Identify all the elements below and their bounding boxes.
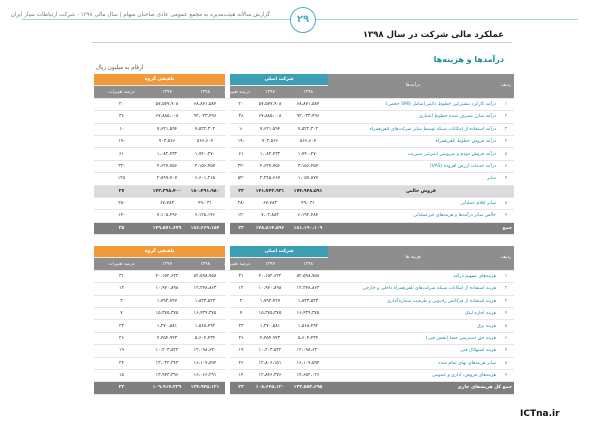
group-change: ۶۱ bbox=[94, 148, 149, 160]
col-company-change: درصد تغییرات bbox=[230, 86, 252, 98]
col-company-1398: ۱۳۹۸ bbox=[288, 86, 328, 98]
group-1397: ۱۰،۲۰۳،۵۲۲ bbox=[149, 345, 185, 357]
company-1398: ۱،۵۶۸،۴۹۲ bbox=[288, 320, 328, 332]
group-1397: ۴۰،۱۵۲،۶۲۲ bbox=[149, 270, 185, 282]
group-1397: ۷،۶۲۱،۵۹۴ bbox=[149, 123, 185, 135]
row-label: هزینه برق bbox=[328, 320, 498, 332]
section-divider bbox=[92, 42, 512, 43]
table-row bbox=[94, 123, 514, 135]
company-1397: ۴۰،۱۵۲،۶۲۲ bbox=[252, 270, 288, 282]
group-1398: ۱،۸۳۳،۵۲۳ bbox=[185, 295, 225, 307]
row-label: فروش خالص bbox=[328, 185, 514, 197]
section-title: عملکرد مالی شرکت در سال ۱۳۹۸ bbox=[362, 30, 504, 40]
col-company-1397: ۱۳۹۷ bbox=[252, 86, 288, 98]
col-consolidated-group: تلفیقی گروه bbox=[94, 246, 225, 258]
row-number: ۹ bbox=[498, 369, 514, 381]
row-label: درآمد فروش خطوط تلفن‌همراه bbox=[328, 135, 498, 147]
group-1397: ۱،۲۷۰،۵۸۱ bbox=[149, 320, 185, 332]
row-number: ۱ bbox=[498, 270, 514, 282]
group-1398: ۱۲،۲۴۸،۸۶۳ bbox=[185, 283, 225, 295]
group-change: ۲ bbox=[94, 295, 149, 307]
table-row bbox=[94, 173, 514, 185]
row-number: ۸ bbox=[498, 357, 514, 369]
col-radif: ردیف bbox=[498, 74, 514, 98]
group-change: ۷ bbox=[94, 307, 149, 319]
group-1397: ۷۰۳،۵۶۶ bbox=[149, 135, 185, 147]
company-1397: ۴،۶۲۷،۷۵۶ bbox=[252, 160, 288, 172]
group-1398: ۵۶۶،۶۰۷ bbox=[185, 135, 225, 147]
company-change: ۲ bbox=[230, 295, 252, 307]
company-1398: ۱،۷۴۰،۲۷۰ bbox=[288, 148, 328, 160]
row-label: درآمد کارکرد مشترکین خطوط دائمی(شامل SMS حجمی) bbox=[328, 98, 498, 110]
col-consolidated-group: تلفیقی گروه bbox=[94, 74, 225, 86]
group-change: ۱۹ bbox=[94, 345, 149, 357]
site-watermark: ICTna.ir bbox=[520, 409, 560, 419]
group-1398: ۱۸۰،۴۹۱،۹۸۰ bbox=[185, 185, 225, 197]
group-1397: ۱۰۹،۹۱۷،۲۲۹ bbox=[149, 382, 185, 394]
company-1397: ۵۷،۵۷۷،۹۰۸ bbox=[252, 98, 288, 110]
group-change: -۱۴ bbox=[94, 210, 149, 222]
group-1398: ۴۹،۰۳۱ bbox=[185, 197, 225, 209]
company-1397: ۱۵،۳۷۵،۳۷۵ bbox=[252, 307, 288, 319]
row-number: ۶ bbox=[498, 332, 514, 344]
company-change: ۲۶ bbox=[230, 357, 252, 369]
row-label: درآمد استفاده از امکانات شبکه توسط سایر شرکت‌های تلفن‌همراه bbox=[328, 123, 498, 135]
group-change: ۳۶ bbox=[94, 111, 149, 123]
group-1397: ۱۰،۹۷۰،۸۹۸ bbox=[149, 283, 185, 295]
company-1397: ۱۰،۲۰۳،۵۲۲ bbox=[252, 345, 288, 357]
group-1398: ۱،۷۴۰،۲۷۰ bbox=[185, 148, 225, 160]
row-label: خالص سایر درآمدها و هزینه‌های غیرعملیاتی bbox=[328, 210, 498, 222]
group-1397: ۱،۰۸۲،۴۳۲ bbox=[149, 148, 185, 160]
company-1397: ۷۰۳،۵۶۶ bbox=[252, 135, 288, 147]
company-1398: ۹۲،۰۳۳،۴۹۶ bbox=[288, 111, 328, 123]
row-label: درآمد فروش مودم و سرویس اینترنتی مبین‌نت bbox=[328, 148, 498, 160]
row-number: ۵ bbox=[498, 148, 514, 160]
row-number: ۱ bbox=[498, 98, 514, 110]
company-change: -۱۹ bbox=[230, 135, 252, 147]
col-group-1398: ۱۳۹۸ bbox=[185, 258, 225, 270]
row-number: ۸ bbox=[498, 197, 514, 209]
col-company-1397: ۱۳۹۷ bbox=[252, 258, 288, 270]
group-1397: ۶۷،۸۸۵،۰۰۸ bbox=[149, 111, 185, 123]
row-label: هزینه‌های تسهیم درآمد bbox=[328, 270, 498, 282]
table-row bbox=[94, 148, 514, 160]
group-1398: ۱۲،۰۹۸،۶۳۰ bbox=[185, 345, 225, 357]
group-change: ۲۷ bbox=[94, 185, 149, 197]
company-1398: ۵۲،۵۹۸،۷۵۸ bbox=[288, 270, 328, 282]
group-1398: ۱،۵۶۸،۴۹۲ bbox=[185, 320, 225, 332]
col-radif: ردیف bbox=[498, 246, 514, 270]
row-label: جمع bbox=[328, 222, 514, 234]
row-number: ۳ bbox=[498, 123, 514, 135]
company-1397: ۷،۶۲۱،۵۹۴ bbox=[252, 123, 288, 135]
row-number: ۷ bbox=[498, 173, 514, 185]
group-1398: ۶۸،۸۷۱،۵۸۴ bbox=[185, 98, 225, 110]
group-1397: ۵۷،۵۷۷،۹۰۸ bbox=[149, 98, 185, 110]
table-row bbox=[94, 320, 514, 332]
table-row bbox=[94, 345, 514, 357]
company-1398: ۴۹،۰۳۱ bbox=[288, 197, 328, 209]
table-row bbox=[94, 160, 514, 172]
col-company-group: شرکت اصلی bbox=[230, 74, 328, 86]
total-row bbox=[94, 382, 514, 394]
col-company-change: درصد تغییرات bbox=[230, 258, 252, 270]
company-1398: ۱۷۴،۹۴۸،۵۹۱ bbox=[288, 185, 328, 197]
row-number: ۵ bbox=[498, 320, 514, 332]
row-label: سایر bbox=[328, 173, 498, 185]
total-row bbox=[94, 222, 514, 234]
row-number: ۲ bbox=[498, 111, 514, 123]
table-row bbox=[94, 111, 514, 123]
company-1398: ۱۸۱،۱۹۰،۱۰۹ bbox=[288, 222, 328, 234]
company-1397: ۷،۰۲،۸۸۲ bbox=[252, 210, 288, 222]
row-label: جمع کل هزینه‌های جاری bbox=[328, 382, 514, 394]
table-row bbox=[94, 283, 514, 295]
row-number: ۹ bbox=[498, 210, 514, 222]
company-1397: ۱۴۱،۷۴۳،۹۳۱ bbox=[252, 185, 288, 197]
row-label: هزینه استهلاک فنی bbox=[328, 345, 498, 357]
row-label: هزینه استفاده از امکانات شبکه شرکت‌های تلفن‌همراه داخلی و خارجی bbox=[328, 283, 498, 295]
table-row bbox=[94, 332, 514, 344]
group-1397: ۱۳،۰۳۲،۲۴۳ bbox=[149, 357, 185, 369]
company-1398: ۳،۱۵۶،۴۵۷ bbox=[288, 160, 328, 172]
company-1398: ۱،۸۳۳،۵۲۳ bbox=[288, 295, 328, 307]
company-1397: ۱۰،۹۷۰،۸۹۸ bbox=[252, 283, 288, 295]
row-label: درآمد خدمات ارزش افزوده (VAS) bbox=[328, 160, 498, 172]
col-group-1398: ۱۳۹۸ bbox=[185, 86, 225, 98]
company-change: ۷ bbox=[230, 307, 252, 319]
row-label: هزینه استفاده از فرکانس رادیویی و ظرفیت شماره‌گذاری bbox=[328, 295, 498, 307]
company-1397: ۶۷،۷۸۳ bbox=[252, 197, 288, 209]
revenues-table bbox=[94, 74, 514, 235]
group-change: ۱۵ bbox=[94, 369, 149, 381]
row-number: ۴ bbox=[498, 307, 514, 319]
table-row bbox=[94, 210, 514, 222]
table-row bbox=[94, 307, 514, 319]
group-change: -۱۹ bbox=[94, 135, 149, 147]
company-1397: ۱۰۸،۶۴۵،۱۲۰ bbox=[252, 382, 288, 394]
table-row bbox=[94, 98, 514, 110]
table-row bbox=[94, 135, 514, 147]
group-1398: ۱۳۴،۹۴۵،۱۲۱ bbox=[185, 382, 225, 394]
company-1397: ۱،۷۹۳،۷۲۷ bbox=[252, 295, 288, 307]
company-change: ۲۳ bbox=[230, 185, 252, 197]
page-number-badge: ۲۹ bbox=[290, 7, 316, 33]
company-1397: ۴،۴۵۴،۹۴۳ bbox=[252, 332, 288, 344]
group-change: -۳۲ bbox=[94, 160, 149, 172]
table-row bbox=[94, 270, 514, 282]
company-1397: ۱،۰۸۲،۴۳۲ bbox=[252, 148, 288, 160]
col-company-1398: ۱۳۹۸ bbox=[288, 258, 328, 270]
company-1398: ۱۳۳،۵۵۳،۶۹۵ bbox=[288, 382, 328, 394]
group-1397: ۱۴۲،۳۹۸،۴۰۰ bbox=[149, 185, 185, 197]
company-change: ۱۹ bbox=[230, 345, 252, 357]
table-row bbox=[94, 295, 514, 307]
table-row bbox=[94, 197, 514, 209]
company-change: ۶۱ bbox=[230, 148, 252, 160]
page-header bbox=[0, 0, 600, 34]
col-company-group: شرکت اصلی bbox=[230, 246, 328, 258]
company-1398: ۱۲،۰۹۸،۶۳۰ bbox=[288, 345, 328, 357]
expenses-table bbox=[94, 246, 514, 395]
group-change: ۲۴ bbox=[94, 357, 149, 369]
col-group-1397: ۱۳۹۷ bbox=[149, 86, 185, 98]
company-1398: ۱۶،۱۰۷،۵۹۴ bbox=[288, 357, 328, 369]
company-1398: ۱،۰۵۷،۸۷۷ bbox=[288, 173, 328, 185]
row-label: سایر هزینه‌های بهای تمام شده bbox=[328, 357, 498, 369]
company-change: -۳۲ bbox=[230, 160, 252, 172]
group-1397: ۶۷،۷۸۳ bbox=[149, 197, 185, 209]
row-number: ۳ bbox=[498, 295, 514, 307]
company-change: ۲۰ bbox=[230, 98, 252, 110]
group-1398: ۳،۱۵۶،۴۵۷ bbox=[185, 160, 225, 172]
company-change: ۲۶ bbox=[230, 332, 252, 344]
group-1397: ۱۴۹،۵۷۱،۶۷۹ bbox=[149, 222, 185, 234]
company-1397: ۱۲،۸۴۶،۳۷۶ bbox=[252, 369, 288, 381]
group-change: ۳۱ bbox=[94, 270, 149, 282]
row-label: هزینه اجاره لینک bbox=[328, 307, 498, 319]
company-1398: ۶،۱۹۲،۴۸۷ bbox=[288, 210, 328, 222]
group-1397: ۱،۷۹۳،۷۲۷ bbox=[149, 295, 185, 307]
group-change: -۱ bbox=[94, 123, 149, 135]
group-change: ۲۵ bbox=[94, 222, 149, 234]
subtotal-row bbox=[94, 185, 514, 197]
company-1397: ۶۷،۸۸۵،۰۰۸ bbox=[252, 111, 288, 123]
company-1398: ۱۶،۴۳۹،۳۷۵ bbox=[288, 307, 328, 319]
table-row bbox=[94, 357, 514, 369]
company-1398: ۷،۵۲۲،۳۰۲ bbox=[288, 123, 328, 135]
group-1398: ۱۶،۴۳۹،۳۷۵ bbox=[185, 307, 225, 319]
company-change: ۲۳ bbox=[230, 382, 252, 394]
group-change: -۲۸ bbox=[94, 197, 149, 209]
row-number: ۴ bbox=[498, 135, 514, 147]
header-text: گزارش سالانه هیئت‌مدیره به مجمع عمومی عادی صاحبان سهام | سال مالی ۱۳۹۸ - شرکت ارتباطات سیار ایران bbox=[10, 12, 270, 18]
row-number: ۲ bbox=[498, 283, 514, 295]
company-1398: ۱۴،۶۵۲،۰۲۶ bbox=[288, 369, 328, 381]
group-1397: ۴،۴۵۴،۹۴۳ bbox=[149, 332, 185, 344]
group-1397: ۴،۶۲۷،۷۵۶ bbox=[149, 160, 185, 172]
company-1397: ۱،۲۷۰،۵۸۱ bbox=[252, 320, 288, 332]
unit-note: ارقام به میلیون ریال bbox=[96, 65, 144, 71]
group-1398: ۶،۱۲۸،۱۴۶ bbox=[185, 210, 225, 222]
company-change: ۱۲ bbox=[230, 283, 252, 295]
company-1397: ۱۴۸،۸۱۴،۵۹۶ bbox=[252, 222, 288, 234]
group-change: ۱۲۸ bbox=[94, 173, 149, 185]
company-1397: ۱۲،۸۰۶،۱۵۱ bbox=[252, 357, 288, 369]
group-1397: ۲،۸۹۹،۷۰۷ bbox=[149, 173, 185, 185]
subsection-title: درآمدها و هزینه‌ها bbox=[433, 55, 504, 64]
col-group-change: درصد تغییرات bbox=[94, 258, 149, 270]
company-change: ۳۱ bbox=[230, 270, 252, 282]
col-group-1397: ۱۳۹۷ bbox=[149, 258, 185, 270]
company-1397: ۲،۲۴۵،۶۶۷ bbox=[252, 173, 288, 185]
group-change: ۲۳ bbox=[94, 320, 149, 332]
company-change: -۱۲ bbox=[230, 210, 252, 222]
row-number: ۷ bbox=[498, 345, 514, 357]
col-revenues: درآمدها bbox=[328, 74, 498, 98]
group-1398: ۵۲،۵۹۸،۷۵۸ bbox=[185, 270, 225, 282]
company-1398: ۶۸،۸۷۱،۵۸۴ bbox=[288, 98, 328, 110]
company-change: -۵۳ bbox=[230, 173, 252, 185]
group-1398: ۱۶،۰۶۶،۲۹۱ bbox=[185, 369, 225, 381]
group-1398: ۱۸۶،۶۶۹،۱۵۷ bbox=[185, 222, 225, 234]
company-1398: ۵،۶۰۴،۴۳۴ bbox=[288, 332, 328, 344]
group-1397: ۱۵،۳۷۵،۳۷۵ bbox=[149, 307, 185, 319]
group-1398: ۱۶،۱۰۷،۵۹۴ bbox=[185, 357, 225, 369]
company-change: ۲۲ bbox=[230, 222, 252, 234]
group-1398: ۹۲،۰۳۳،۴۹۶ bbox=[185, 111, 225, 123]
group-1397: ۷،۱۰۵،۴۹۶ bbox=[149, 210, 185, 222]
company-1398: ۵۶۶،۶۰۷ bbox=[288, 135, 328, 147]
group-1397: ۱۳،۹۴۳،۳۹۶ bbox=[149, 369, 185, 381]
group-1398: ۶،۶۰۱،۲۶۵ bbox=[185, 173, 225, 185]
group-change: ۲۳ bbox=[94, 382, 149, 394]
row-label: هزینه‌های فروش، اداری و عمومی bbox=[328, 369, 498, 381]
table-row bbox=[94, 369, 514, 381]
company-change: -۱ bbox=[230, 123, 252, 135]
group-change: ۲۰ bbox=[94, 98, 149, 110]
col-expenses: هزینه ها bbox=[328, 246, 498, 270]
company-change: ۲۳ bbox=[230, 320, 252, 332]
company-1398: ۱۲،۲۴۸،۸۶۳ bbox=[288, 283, 328, 295]
group-1398: ۷،۵۲۲،۳۰۲ bbox=[185, 123, 225, 135]
row-label: سایر اقلام عملیاتی bbox=[328, 197, 498, 209]
col-group-change: درصد تغییرات bbox=[94, 86, 149, 98]
row-number: ۶ bbox=[498, 160, 514, 172]
group-1398: ۵،۶۰۴،۴۳۴ bbox=[185, 332, 225, 344]
company-change: ۱۴ bbox=[230, 369, 252, 381]
row-label: درآمد شارژ مصرف شده خطوط اعتباری bbox=[328, 111, 498, 123]
row-label: هزینه حق دسترسی فضا (بخش فنی) bbox=[328, 332, 498, 344]
company-change: ۳۶ bbox=[230, 111, 252, 123]
group-change: ۱۲ bbox=[94, 283, 149, 295]
company-change: -۲۸ bbox=[230, 197, 252, 209]
group-change: ۲۶ bbox=[94, 332, 149, 344]
